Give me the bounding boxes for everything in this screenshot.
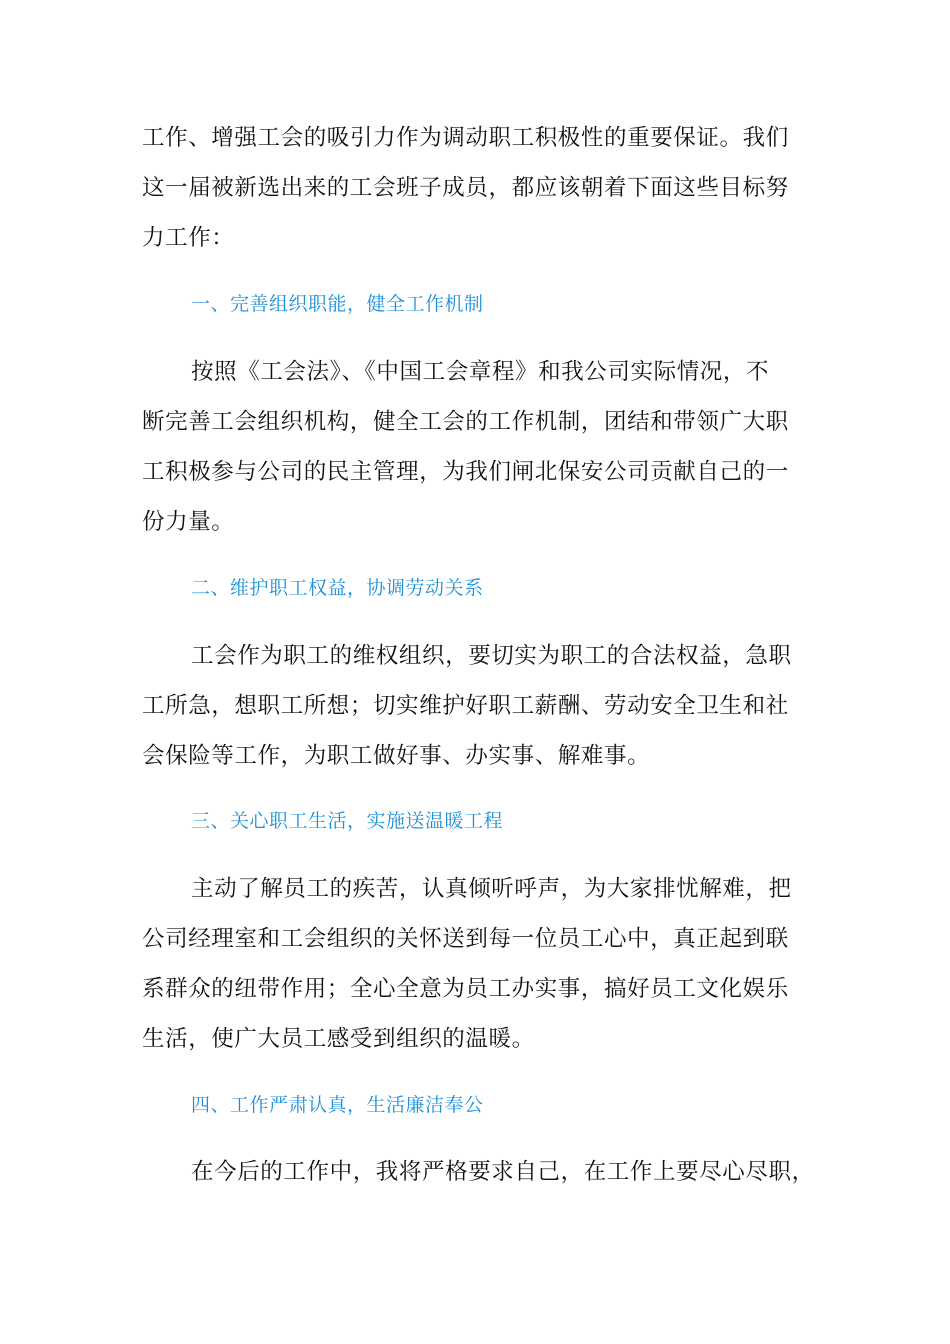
- section-2-line-3: 会保险等工作，为职工做好事、办实事、解难事。: [142, 743, 651, 769]
- section-3-heading: 三、关心职工生活，实施送温暖工程: [191, 810, 504, 832]
- section-2-line-1: 工会作为职工的维权组织，要切实为职工的合法权益，急职: [191, 643, 792, 669]
- section-3-line-2: 公司经理室和工会组织的关怀送到每一位员工心中，真正起到联: [142, 926, 789, 952]
- section-1-line-2: 断完善工会组织机构，健全工会的工作机制，团结和带领广大职: [142, 409, 789, 435]
- section-2-line-2: 工所急，想职工所想；切实维护好职工薪酬、劳动安全卫生和社: [142, 693, 789, 719]
- section-3-line-4: 生活，使广大员工感受到组织的温暖。: [142, 1026, 535, 1052]
- section-1-line-3: 工积极参与公司的民主管理，为我们闸北保安公司贡献自己的一: [142, 459, 789, 485]
- intro-line-1: 工作、增强工会的吸引力作为调动职工积极性的重要保证。我们: [142, 125, 789, 151]
- intro-line-2: 这一届被新选出来的工会班子成员，都应该朝着下面这些目标努: [142, 175, 789, 201]
- section-3-line-3: 系群众的纽带作用；全心全意为员工办实事，搞好员工文化娱乐: [142, 976, 789, 1002]
- intro-line-3: 力工作：: [142, 225, 235, 251]
- section-4-line-1: 在今后的工作中，我将严格要求自己，在工作上要尽心尽职，: [191, 1159, 815, 1185]
- section-1-heading: 一、完善组织职能，健全工作机制: [191, 293, 484, 315]
- section-2-heading: 二、维护职工权益，协调劳动关系: [191, 577, 484, 599]
- section-4-heading: 四、工作严肃认真，生活廉洁奉公: [191, 1094, 484, 1116]
- section-1-line-4: 份力量。: [142, 509, 235, 535]
- section-3-line-1: 主动了解员工的疾苦，认真倾听呼声，为大家排忧解难，把: [191, 876, 792, 902]
- section-1-line-1: 按照《工会法》、《中国工会章程》和我公司实际情况，不: [191, 359, 770, 385]
